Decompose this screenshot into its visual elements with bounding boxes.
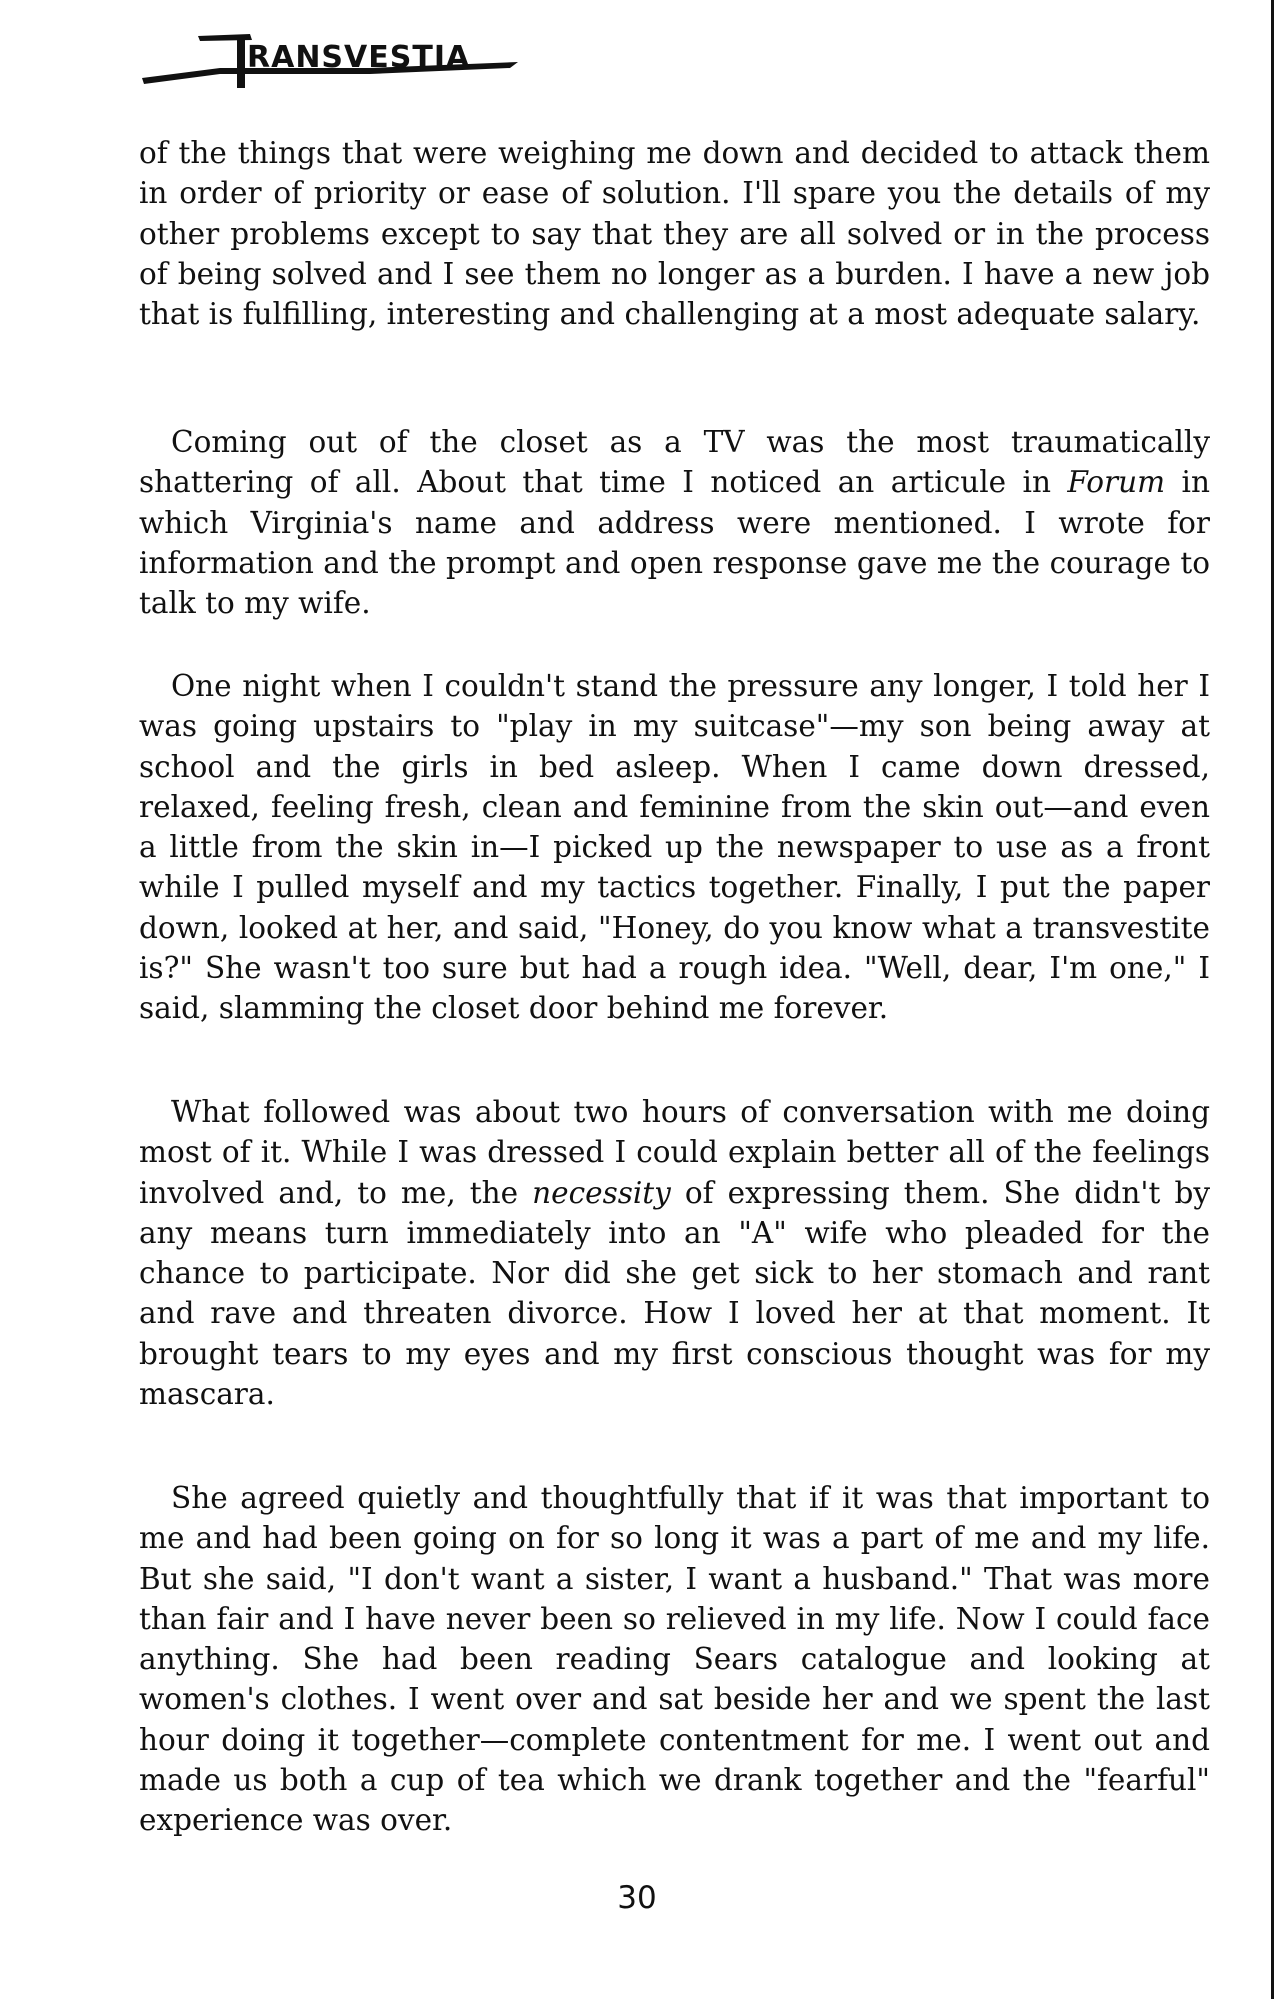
- body-paragraph-5: [139, 1478, 1210, 1841]
- body-paragraph-4: [139, 1092, 1210, 1414]
- masthead-title-text: RANSVESTIA: [247, 40, 471, 75]
- masthead-title: [247, 40, 470, 76]
- paragraph-segment: of the things that were weighing me down and decided to attack them in order of priority or ease of solution. I'll spare you the details of my other problems except to say that they are all solved or in the process of being solved and I see them no longer as a burden. I have a new job that is fulfilling, interesting and challenging at a most adequate salary.: [139, 136, 1210, 332]
- paragraph-text: [139, 1478, 1210, 1841]
- page-number: 30: [617, 1880, 657, 1916]
- paragraph-text: [139, 666, 1210, 1029]
- body-paragraph-3: [139, 666, 1210, 1029]
- paragraph-segment: She agreed quietly and thoughtfully that if it was that important to me and had been going on for so long it was a part of me and my life. But she said, "I don't want a sister, I want a husband." That was more than fair and I have never been so relieved in my life. Now I could face anything. She had been reading Sears catalogue and looking at women's clothes. I went over and sat beside her and we spent the last hour doing it together—complete contentment for me. I went out and made us both a cup of tea which we drank together and the "fearful" experience was over.: [139, 1481, 1210, 1838]
- italic-title-forum: Forum: [1067, 465, 1166, 500]
- paragraph-text: [139, 1092, 1210, 1414]
- body-paragraph-1: [139, 133, 1210, 334]
- paragraph-segment: in which Virginia's name and address were mentioned. I wrote for information and the prompt and open response gave me the courage to talk to my wife.: [139, 465, 1210, 621]
- paragraph-text: [139, 133, 1210, 334]
- paragraph-segment: of expressing them. She didn't by any means turn immediately into an "A" wife who pleaded for the chance to participate. Nor did she get sick to her stomach and rant and rave and threaten divorce. How I loved her at that moment. It brought tears to my eyes and my first conscious thought was for my mascara.: [139, 1175, 1210, 1412]
- paragraph-segment: Coming out of the closet as a TV was the most traumatically shattering of all. About that time I noticed an articule in: [139, 425, 1210, 500]
- paragraph-segment: What followed was about two hours of conversation with me doing most of it. While I was dressed I could explain better all of the feelings involved and, to me, the: [139, 1095, 1210, 1210]
- body-paragraph-2: [139, 422, 1210, 623]
- masthead-logo: [140, 22, 520, 92]
- paragraph-text: [139, 422, 1210, 623]
- paragraph-segment: One night when I couldn't stand the pressure any longer, I told her I was going upstairs to "play in my suitcase"—my son being away at school and the girls in bed asleep. When I came down dressed, relaxed, feeling fresh, clean and feminine from the skin out—and even a little from the skin in—I picked up the newspaper to use as a front while I pulled myself and my tactics together. Finally, I put the paper down, looked at her, and said, "Honey, do you know what a transvestite is?" She wasn't too sure but had a rough idea. "Well, dear, I'm one," I said, slamming the closet door behind me forever.: [139, 669, 1210, 1026]
- italic-word-necessity: necessity: [532, 1175, 671, 1210]
